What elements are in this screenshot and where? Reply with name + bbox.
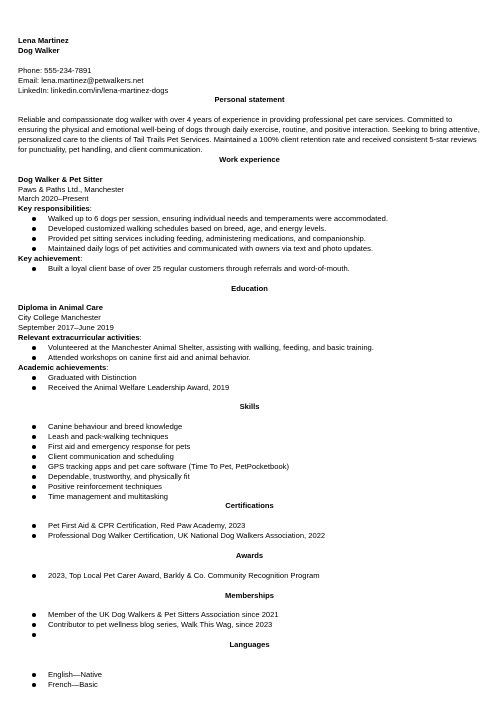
extracurricular-item: Volunteered at the Manchester Animal Shelter, assisting with walking, feeding, and basic training. [18,343,481,353]
skills-heading: Skills [239,402,260,412]
skill-item: Time management and multitasking [18,492,481,502]
candidate-name: Lena Martinez [18,36,69,45]
personal-statement-heading: Personal statement [214,95,285,105]
extracurricular-item: Attended workshops on canine first aid and animal behavior. [18,353,481,363]
skill-item: Dependable, trustworthy, and physically fit [18,472,481,482]
responsibilities-list [18,214,481,254]
certifications-list [18,521,481,541]
contact-email: Email: lena.martinez@petwalkers.net [18,75,144,85]
certification-item: Pet First Aid & CPR Certification, Red Paw Academy, 2023 [18,521,481,531]
responsibility-item: Maintained daily logs of pet activities and communicated with owners via text and photo updates. [18,244,481,254]
responsibility-item: Walked up to 6 dogs per session, ensuring individual needs and temperaments were accommodated. [18,214,481,224]
work-experience-heading: Work experience [219,154,280,164]
skill-item: Leash and pack-walking techniques [18,432,481,442]
membership-item [18,630,481,640]
languages-list [18,670,481,690]
skill-item: Canine behaviour and breed knowledge [18,422,481,432]
responsibilities-label: Key responsibilities: [18,204,92,214]
academic-item: Received the Animal Welfare Leadership Award, 2019 [18,383,481,393]
certifications-heading: Certifications [225,501,274,511]
responsibility-item: Developed customized walking schedules based on breed, age, and energy levels. [18,224,481,234]
candidate-role: Dog Walker [18,45,60,55]
languages-heading: Languages [229,640,270,650]
achievement-item: Built a loyal client base of over 25 regular customers through referrals and word-of-mouth. [18,264,481,274]
certification-item: Professional Dog Walker Certification, UK National Dog Walkers Association, 2022 [18,531,481,541]
contact-linkedin: LinkedIn: linkedin.com/in/lena-martinez-dogs [18,85,169,95]
skill-item: Client communication and scheduling [18,452,481,462]
responsibility-item: Provided pet sitting services including feeding, administering medications, and companionship. [18,234,481,244]
job-title: Dog Walker & Pet Sitter [18,174,103,184]
awards-heading: Awards [235,550,264,560]
memberships-heading: Memberships [225,590,274,600]
academic-label: Academic achievements: [18,362,109,372]
skill-item: GPS tracking apps and pet care software (Time To Pet, PetPocketbook) [18,462,481,472]
academic-item: Graduated with Distinction [18,373,481,383]
academic-list [18,373,481,393]
education-heading: Education [231,283,268,293]
skill-item: First aid and emergency response for pets [18,442,481,452]
degree-title: Diploma in Animal Care [18,303,103,313]
contact-phone: Phone: 555-234-7891 [18,65,92,75]
job-dates: March 2020–Present [18,194,89,204]
extracurricular-list [18,343,481,363]
language-item: French—Basic [18,680,481,690]
memberships-list [18,610,481,640]
achievement-label: Key achievement: [18,253,83,263]
skill-item: Positive reinforcement techniques [18,482,481,492]
skills-list [18,422,481,501]
award-item: 2023, Top Local Pet Carer Award, Barkly & Co. Community Recognition Program [18,571,481,581]
membership-item: Contributor to pet wellness blog series, Walk This Wag, since 2023 [18,620,481,630]
extracurricular-label: Relevant extracurricular activities: [18,333,142,343]
education-dates: September 2017–June 2019 [18,323,114,333]
job-company: Paws & Paths Ltd., Manchester [18,184,124,194]
language-item: English—Native [18,670,481,680]
school-name: City College Manchester [18,313,101,323]
membership-item: Member of the UK Dog Walkers & Pet Sitters Association since 2021 [18,610,481,620]
awards-list [18,571,481,581]
personal-statement-text: Reliable and compassionate dog walker with over 4 years of experience in providing professional pet care services. Committed to ensuring the physical and emotional well-being of dogs through daily exercise, routine, and positive interaction. Seeking to bring attentive, personalized care to the clients of Tail Trails Pet Services. Maintained a 100% client retention rate and received consistent 5-star reviews for punctuality, pet handling, and client communication. [18,115,480,154]
achievement-list [18,264,481,274]
